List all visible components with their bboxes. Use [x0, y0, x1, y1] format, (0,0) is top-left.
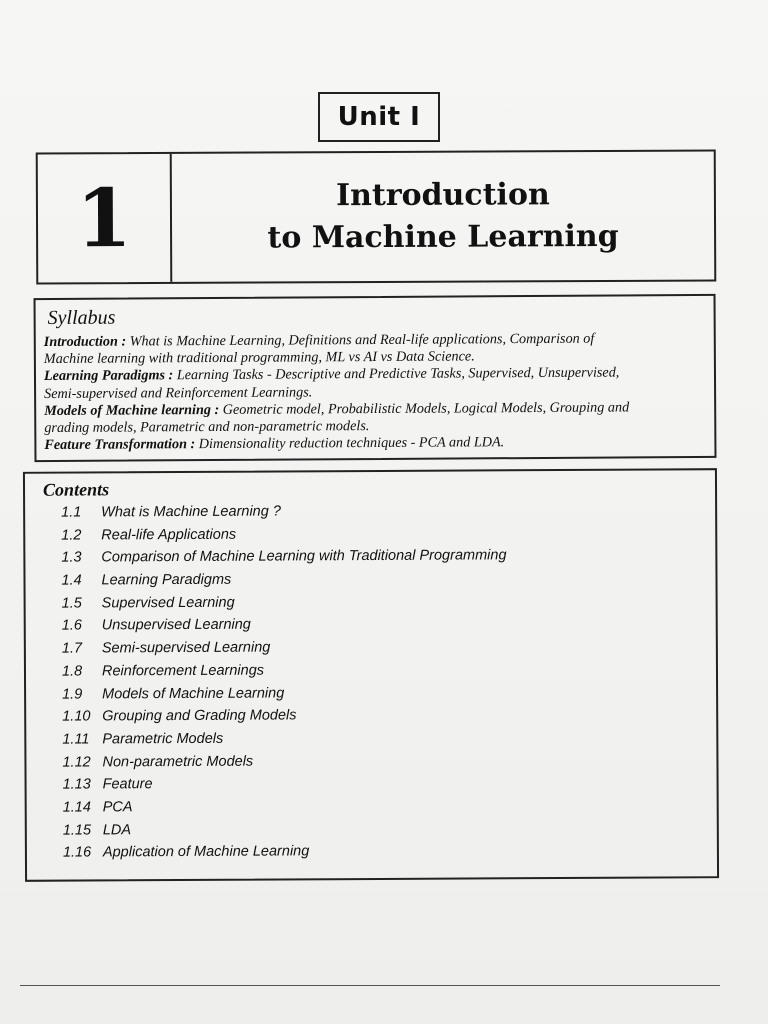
contents-item-number: 1.6 — [61, 617, 82, 635]
contents-item-title: Non-parametric Models — [102, 753, 254, 770]
contents-item-number: 1.12 — [62, 754, 91, 771]
contents-item — [45, 839, 717, 865]
chapter-title-line-1: Introduction — [336, 177, 550, 214]
contents-item-title: Learning Paradigms — [101, 571, 232, 589]
contents-item-number: 1.7 — [61, 640, 83, 657]
contents-item-number: 1.16 — [62, 844, 92, 861]
syllabus-section — [34, 294, 717, 462]
contents-item-number: 1.10 — [62, 708, 91, 725]
contents-item-number: 1.13 — [62, 776, 91, 793]
contents-section — [23, 468, 719, 882]
syllabus-text: Geometric model, Probabilistic Models, Logical Models, Grouping and — [219, 399, 630, 418]
contents-item-title: Grouping and Grading Models — [102, 707, 297, 725]
bottom-rule — [20, 985, 720, 986]
syllabus-text: grading models, Parametric and non-parametric models. — [44, 418, 370, 437]
contents-item-number: 1.1 — [61, 504, 82, 521]
contents-item-number: 1.15 — [62, 822, 92, 839]
contents-item-number: 1.5 — [61, 595, 82, 612]
contents-item-title: Unsupervised Learning — [101, 617, 251, 634]
syllabus-line — [44, 433, 706, 454]
contents-item-title: LDA — [102, 821, 132, 839]
contents-item-title: Supervised Learning — [101, 594, 235, 612]
syllabus-text: What is Machine Learning, Definitions and Real-life applications, Comparison of — [126, 330, 595, 350]
syllabus-term: Feature Transformation : — [44, 436, 196, 454]
contents-item-number: 1.4 — [61, 572, 82, 589]
syllabus-term: Learning Paradigms : — [43, 367, 174, 385]
contents-item-number: 1.3 — [61, 549, 82, 566]
syllabus-text: Dimensionality reduction techniques - PCA and LDA. — [195, 434, 505, 453]
syllabus-body — [44, 330, 707, 454]
contents-item-title: What is Machine Learning ? — [101, 503, 281, 521]
contents-item-title: Reinforcement Learnings — [101, 662, 265, 680]
chapter-title — [172, 152, 715, 282]
contents-item-title: Parametric Models — [102, 730, 224, 748]
contents-item-title: Comparison of Machine Learning with Traditional Programming — [101, 547, 507, 566]
syllabus-term: Models of Machine learning : — [44, 401, 220, 419]
contents-item-number: 1.14 — [62, 799, 91, 816]
syllabus-text: Machine learning with traditional programming, ML vs AI vs Data Science. — [43, 348, 475, 368]
chapter-title-line-2: to Machine Learning — [267, 218, 619, 256]
syllabus-text: Semi-supervised and Reinforcement Learnings. — [44, 383, 313, 402]
contents-item-title: Application of Machine Learning — [102, 843, 310, 861]
contents-item-number: 1.8 — [61, 663, 83, 680]
contents-item-title: Semi-supervised Learning — [101, 639, 271, 657]
contents-item-title: Feature — [102, 776, 153, 793]
contents-item-title: Models of Machine Learning — [102, 684, 285, 702]
syllabus-heading: Syllabus — [47, 306, 116, 329]
contents-heading: Contents — [42, 479, 110, 500]
contents-item-number: 1.2 — [61, 527, 82, 544]
contents-item-number: 1.9 — [62, 686, 83, 703]
contents-item-title: Real-life Applications — [101, 526, 237, 544]
syllabus-term: Introduction : — [43, 333, 127, 351]
chapter-number: 1 — [38, 154, 173, 283]
chapter-header — [36, 150, 717, 285]
unit-label: Unit I — [318, 92, 440, 142]
contents-item-title: PCA — [102, 799, 133, 816]
syllabus-text: Learning Tasks - Descriptive and Predictive Tasks, Supervised, Unsupervised, — [173, 364, 620, 384]
contents-list — [43, 498, 717, 865]
contents-item-number: 1.11 — [62, 731, 90, 748]
